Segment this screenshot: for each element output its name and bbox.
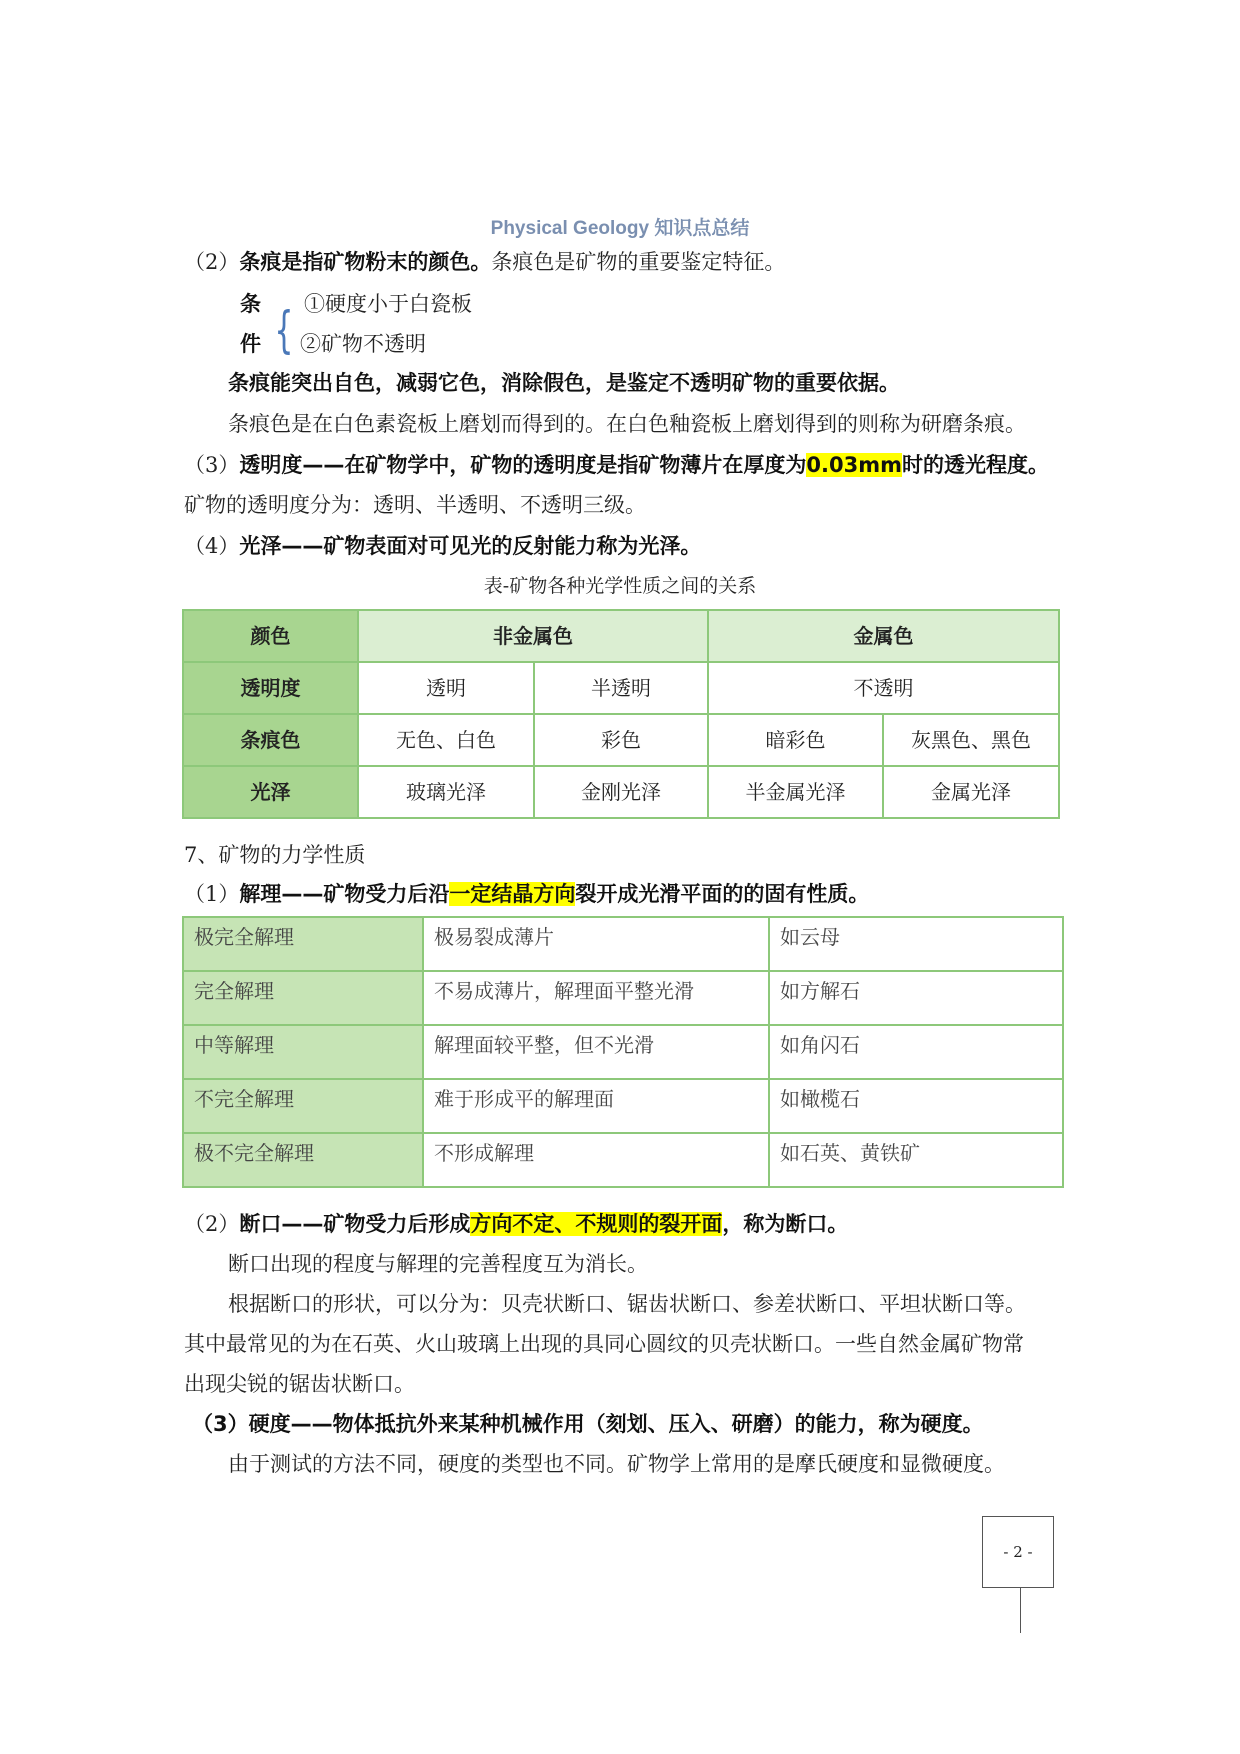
table-cell: 灰黑色、黑色 [883,714,1059,766]
cleavage-example: 如橄榄石 [769,1079,1063,1133]
cleavage-heading [184,880,869,908]
condition-1: ①硬度小于白瓷板 [304,292,472,316]
fracture-paragraph-1: 断口出现的程度与解理的完善程度互为消长。 [228,1252,648,1276]
transparency-definition: 透明度——在矿物学中，矿物的透明度是指矿物薄片在厚度为 [239,453,807,477]
table-row [183,662,1059,714]
table-cell: 半金属光泽 [708,766,883,818]
table-row [183,1133,1063,1187]
highlight-fracture: 方向不定、不规则的裂开面 [470,1212,723,1236]
table-cell: 金刚光泽 [534,766,708,818]
condition-label-1: 条 [240,292,261,316]
condition-label-2: 件 [240,332,261,356]
row-header: 条痕色 [183,714,358,766]
table-row [183,1025,1063,1079]
brace-icon: { [274,301,294,359]
table-cell: 透明 [358,662,534,714]
section-number: （2） [184,250,240,274]
cleavage-description: 不易成薄片，解理面平整光滑 [423,971,769,1025]
cleavage-example: 如石英、黄铁矿 [769,1133,1063,1187]
streak-heading [184,248,785,276]
page-number-line [1020,1587,1021,1633]
table-row [183,610,1059,662]
table-caption: 表-矿物各种光学性质之间的关系 [483,575,757,597]
optical-properties-table [182,609,1060,819]
table-row [183,917,1063,971]
cleavage-description: 解理面较平整，但不光滑 [423,1025,769,1079]
section-number: （3） [184,453,240,477]
cleavage-grade: 不完全解理 [183,1079,423,1133]
streak-paragraph: 条痕色是在白色素瓷板上磨划而得到的。在白色釉瓷板上磨划得到的则称为研磨条痕。 [228,412,1026,436]
cleavage-example: 如角闪石 [769,1025,1063,1079]
streak-emphasis: 条痕能突出自色，减弱它色，消除假色，是鉴定不透明矿物的重要依据。 [228,371,900,395]
fracture-paragraph-2-end: 出现尖锐的锯齿状断口。 [184,1372,415,1396]
highlight-direction: 一定结晶方向 [449,882,576,906]
table-cell: 半透明 [534,662,708,714]
header-cell: 非金属色 [358,610,708,662]
section-number: （4） [184,534,240,558]
table-row [183,714,1059,766]
table-cell: 无色、白色 [358,714,534,766]
condition-2: ②矿物不透明 [300,332,426,356]
transparency-paragraph: 矿物的透明度分为：透明、半透明、不透明三级。 [184,493,646,517]
transparency-heading [184,451,1049,479]
streak-definition: 条痕是指矿物粉末的颜色。 [239,250,492,274]
cleavage-definition: 解理——矿物受力后沿 [239,882,450,906]
cleavage-description: 难于形成平的解理面 [423,1079,769,1133]
table-cell: 暗彩色 [708,714,883,766]
cleavage-example: 如云母 [769,917,1063,971]
fracture-heading [184,1210,848,1238]
table-cell: 玻璃光泽 [358,766,534,818]
streak-note: 条痕色是矿物的重要鉴定特征。 [491,250,786,274]
hardness-paragraph: 由于测试的方法不同，硬度的类型也不同。矿物学上常用的是摩氏硬度和显微硬度。 [228,1452,1005,1476]
page-number: - 2 - [982,1516,1054,1588]
section-number: （2） [184,1212,240,1236]
hardness-heading: （3）硬度——物体抵抗外来某种机械作用（刻划、压入、研磨）的能力，称为硬度。 [192,1412,984,1436]
luster-heading [184,532,701,560]
cleavage-grade: 极不完全解理 [183,1133,423,1187]
page-header-title: Physical Geology 知识点总结 [490,218,750,239]
table-cell: 金属光泽 [883,766,1059,818]
row-header: 光泽 [183,766,358,818]
fracture-definition-end: ，称为断口。 [722,1212,849,1236]
table-row [183,766,1059,818]
section-number: （1） [184,882,240,906]
cleavage-table [182,916,1064,1188]
table-row [183,971,1063,1025]
table-row [183,1079,1063,1133]
cleavage-grade: 中等解理 [183,1025,423,1079]
table-cell: 彩色 [534,714,708,766]
luster-definition: 光泽——矿物表面对可见光的反射能力称为光泽。 [239,534,702,558]
mechanical-heading: 7、矿物的力学性质 [184,843,366,867]
cleavage-grade: 完全解理 [183,971,423,1025]
fracture-definition: 断口——矿物受力后形成 [239,1212,471,1236]
row-header: 透明度 [183,662,358,714]
cleavage-example: 如方解石 [769,971,1063,1025]
fracture-paragraph-2: 根据断口的形状，可以分为：贝壳状断口、锯齿状断口、参差状断口、平坦状断口等。 [228,1292,1026,1316]
row-header: 颜色 [183,610,358,662]
cleavage-definition-end: 裂开成光滑平面的的固有性质。 [575,882,870,906]
table-cell: 不透明 [708,662,1059,714]
highlight-thickness: 0.03mm [806,453,902,477]
transparency-definition-end: 时的透光程度。 [901,453,1049,477]
cleavage-grade: 极完全解理 [183,917,423,971]
header-cell: 金属色 [708,610,1059,662]
cleavage-description: 极易裂成薄片 [423,917,769,971]
fracture-paragraph-2-cont: 其中最常见的为在石英、火山玻璃上出现的具同心圆纹的贝壳状断口。一些自然金属矿物常 [184,1332,1024,1356]
cleavage-description: 不形成解理 [423,1133,769,1187]
